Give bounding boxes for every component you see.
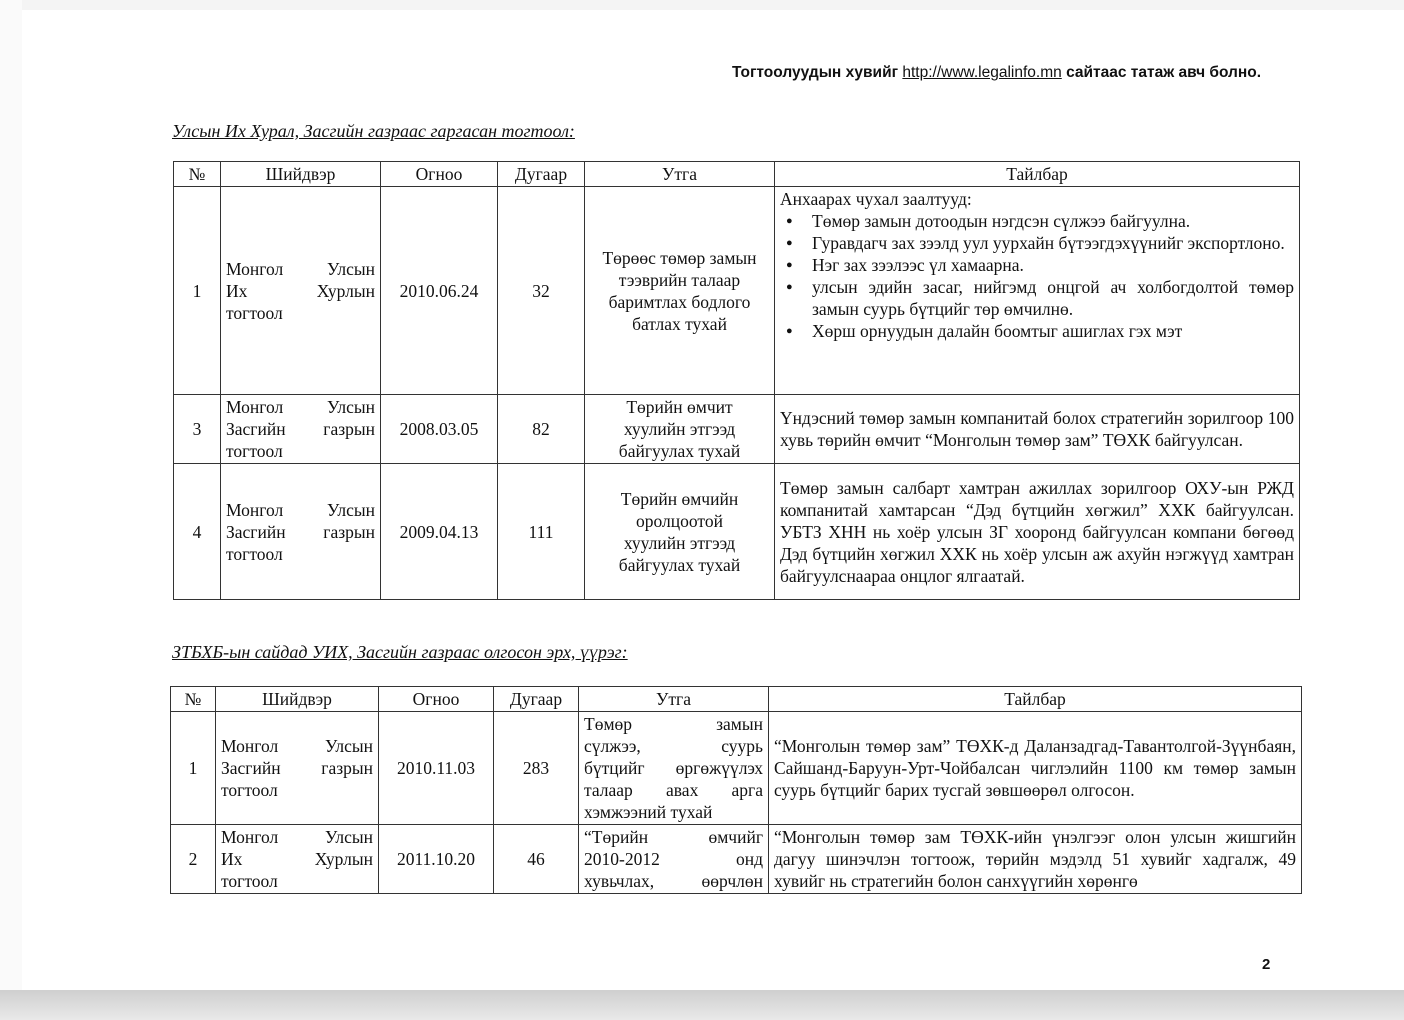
cell-decision: Монгол Улсын Засгийн газрын тогтоол (221, 395, 381, 464)
cell-note: Төмөр замын салбарт хамтран ажиллах зорилгоор ОХУ-ын РЖД компанитай хамтарсан “Дэд бүтцийн хөгжил” ХХК байгуулсан. УБТЗ ХНН нь хоёр улсын ЗГ хооронд байгуулсан компани бөгөөд Дэд бүтцийн хөгжил ХХК нь хоёр улсын аж ахуйн нэгжүүд хамтран байгуулснаараа онцлог ялгаатай. (775, 464, 1300, 600)
cell-no: 1 (171, 712, 216, 825)
table-row (171, 825, 1302, 894)
legalinfo-link[interactable]: http://www.legalinfo.mn (902, 64, 1062, 81)
table-row (174, 464, 1300, 600)
list-item: ● Нэг зах зээлээс үл хамаарна. (800, 254, 1294, 276)
cell-number: 32 (498, 187, 585, 395)
note-intro: Анхаарах чухал заалтууд: (780, 189, 972, 209)
cell-number: 283 (494, 712, 579, 825)
cell-no: 2 (171, 825, 216, 894)
cell-number: 46 (494, 825, 579, 894)
cell-note: “Монголын төмөр зам” ТӨХК-д Даланзадгад-Тавантолгой-Зүүнбаян, Сайшанд-Баруун-Урт-Чойбалсан чиглэлийн 1100 км төмөр замын суурь бүтцийг барих тусгай зөвшөөрөл олгосон. (769, 712, 1302, 825)
cell-meaning: “Төрийн өмчийг 2010-2012 онд хувьчлах, өөрчлөн (579, 825, 769, 894)
cell-date: 2011.10.20 (379, 825, 494, 894)
table-row (174, 187, 1300, 395)
col-header-decision: Шийдвэр (216, 687, 379, 712)
resolutions-table (173, 161, 1300, 600)
cell-decision: Монгол Улсын Засгийн газрын тогтоол (221, 464, 381, 600)
col-header-number: Дугаар (498, 162, 585, 187)
table-header-row (171, 687, 1302, 712)
list-item: ● улсын эдийн засаг, нийгэмд онцгой ач холбогдолтой төмөр замын суурь бүтцийг төр өмчилнө. (800, 276, 1294, 320)
section2-title: ЗТБХБ-ын сайдад УИХ, Засгийн газраас олгосон эрх, үүрэг: (172, 642, 628, 662)
cell-decision: Монгол Улсын Их Хурлын тогтоол (221, 187, 381, 395)
cell-no: 4 (174, 464, 221, 600)
col-header-number: Дугаар (494, 687, 579, 712)
cell-date: 2010.06.24 (381, 187, 498, 395)
cell-no: 1 (174, 187, 221, 395)
header-note (732, 64, 1261, 82)
page-number: 2 (1262, 956, 1271, 973)
col-header-meaning: Утга (585, 162, 775, 187)
table-header-row (174, 162, 1300, 187)
list-item: ● Гуравдагч зах зээлд уул уурхайн бүтээгдэхүүнийг экспортлоно. (800, 232, 1294, 254)
cell-no: 3 (174, 395, 221, 464)
list-item: ● Төмөр замын дотоодын нэгдсэн сүлжээ байгуулна. (800, 210, 1294, 232)
cell-decision: Монгол Улсын Засгийн газрын тогтоол (216, 712, 379, 825)
col-header-decision: Шийдвэр (221, 162, 381, 187)
table-row (174, 395, 1300, 464)
cell-meaning: Төрийн өмчит хуулийн этгээд байгуулах тухай (585, 395, 775, 464)
header-note-suffix: сайтаас татаж авч болно. (1061, 64, 1262, 81)
cell-meaning: Төрийн өмчийн оролцоотой хуулийн этгээд байгуулах тухай (585, 464, 775, 600)
cell-date: 2009.04.13 (381, 464, 498, 600)
cell-number: 111 (498, 464, 585, 600)
list-item: ● Хөрш орнуудын далайн боомтыг ашиглах гэх мэт (800, 320, 1294, 342)
table-row (171, 712, 1302, 825)
cell-note: “Монголын төмөр зам ТӨХК-ийн үнэлгээг олон улсын жишгийн дагуу шинэчлэн тогтоож, төрийн мэдэлд 51 хувийг хадгалж, 49 хувийг нь стратегийн болон санхүүгийн хөрөнгө (769, 825, 1302, 894)
cell-decision: Монгол Улсын Их Хурлын тогтоол (216, 825, 379, 894)
cell-note: Үндэсний төмөр замын компанитай болох стратегийн зорилгоор 100 хувь төрийн өмчит “Монголын төмөр зам” ТӨХК байгуулсан. (775, 395, 1300, 464)
section1-title: Улсын Их Хурал, Засгийн газраас гаргасан тогтоол: (172, 121, 575, 141)
col-header-no: № (174, 162, 221, 187)
cell-date: 2008.03.05 (381, 395, 498, 464)
col-header-date: Огноо (379, 687, 494, 712)
col-header-note: Тайлбар (769, 687, 1302, 712)
col-header-no: № (171, 687, 216, 712)
cell-meaning: Төрөөс төмөр замын тээврийн талаар баримтлах бодлого батлах тухай (585, 187, 775, 395)
scan-edge-top (0, 0, 1404, 10)
cell-meaning: Төмөр замын сүлжээ, суурь бүтцийг өргөжүүлэх талаар авах арга хэмжээний тухай (579, 712, 769, 825)
cell-number: 82 (498, 395, 585, 464)
col-header-note: Тайлбар (775, 162, 1300, 187)
col-header-meaning: Утга (579, 687, 769, 712)
cell-date: 2010.11.03 (379, 712, 494, 825)
col-header-date: Огноо (381, 162, 498, 187)
scan-edge-left (0, 0, 22, 1020)
header-note-prefix: Тогтоолуудын хувийг (732, 64, 903, 81)
scan-edge-bottom (0, 990, 1404, 1020)
note-bullet-list (780, 210, 1294, 342)
cell-note (775, 187, 1300, 395)
powers-table (170, 686, 1302, 894)
